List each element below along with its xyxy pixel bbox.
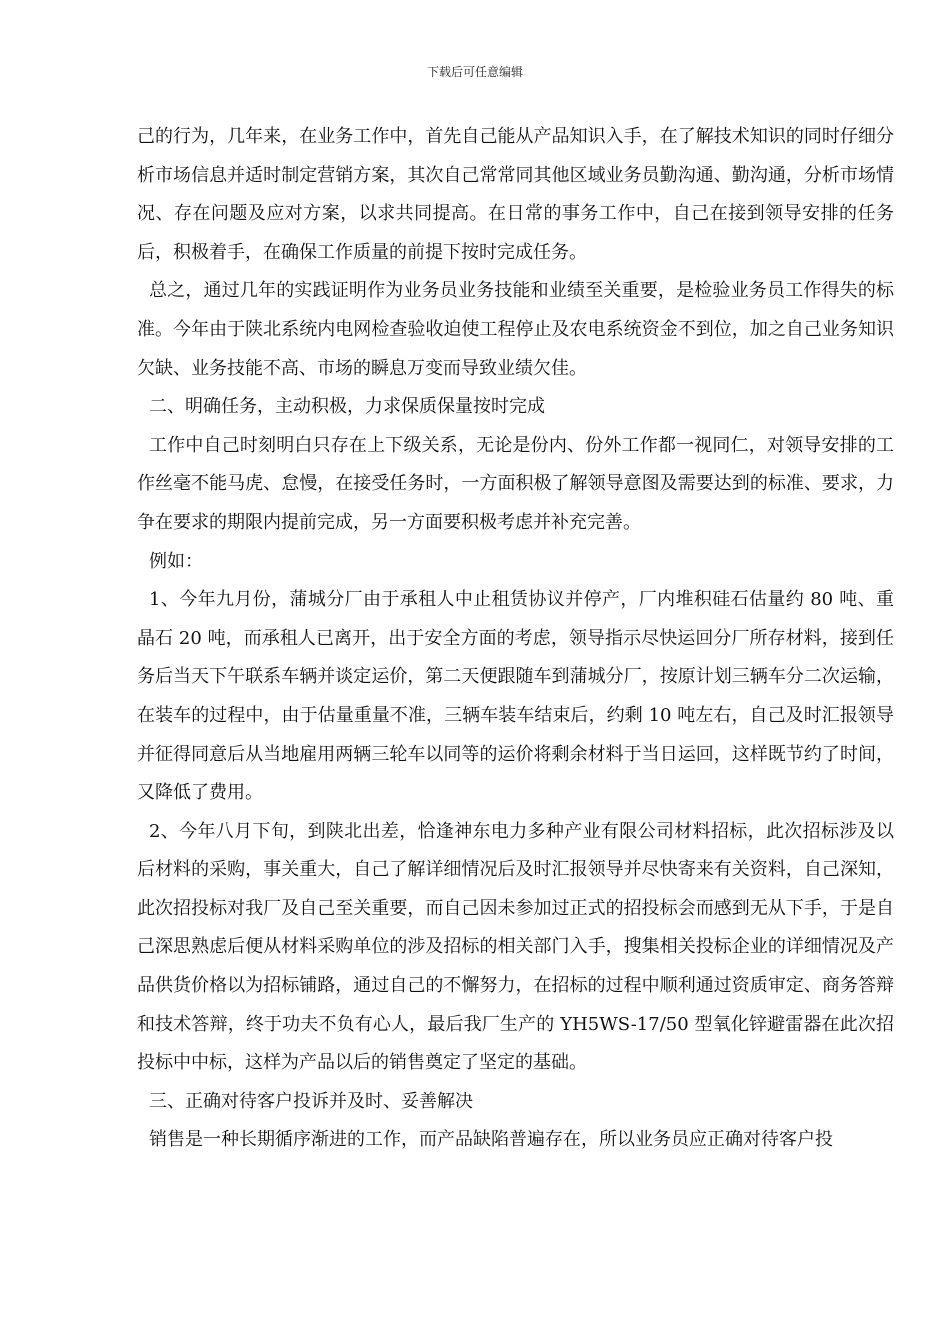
paragraph-example-1: 1、今年九月份，蒲城分厂由于承租人中止租赁协议并停产，厂内堆积硅石估量约 80 吨、重晶石 20 吨，而承租人已离开，出于安全方面的考虑，领导指示尽快运回分厂所存材料，接到任务后当天下午联系车辆并谈定运价，第二天便跟随车到蒲城分厂，按原计划三辆车分二次运输，在装车的过程中，由于估量重量不准，三辆车装车结束后，约剩 10 吨左右，自己及时汇报领导并征得同意后从当地雇用两辆三轮车以同等的运价将剩余材料于当日运回，这样既节约了时间，又降低了费用。 bbox=[137, 589, 894, 804]
document-body bbox=[137, 118, 894, 1160]
paragraph-example-2: 2、今年八月下旬，到陕北出差，恰逢神东电力多种产业有限公司材料招标，此次招标涉及以后材料的采购，事关重大，自己了解详细情况后及时汇报领导并尽快寄来有关资料，自己深知，此次招投标对我厂及自己至关重要，而自己因未参加过正式的招投标会而感到无从下手，于是自己深思熟虑后便从材料采购单位的涉及招标的相关部门入手，搜集相关投标企业的详细情况及产品供货价格以为招标铺路，通过自己的不懈努力，在招标的过程中顺利通过资质审定、商务答辩和技术答辩，终于功夫不负有心人，最后我厂生产的 YH5WS-17/50 型氧化锌避雷器在此次招投标中中标，这样为产品以后的销售奠定了坚定的基础。 bbox=[137, 820, 894, 1074]
paragraph-example-label: 例如： bbox=[149, 550, 203, 572]
section-heading-2: 二、明确任务，主动积极，力求保质保量按时完成 bbox=[149, 396, 545, 418]
paragraph-task-attitude: 工作中自己时刻明白只存在上下级关系，无论是份内、份外工作都一视同仁，对领导安排的工作丝毫不能马虎、怠慢，在接受任务时，一方面积极了解领导意图及需要达到的标准、要求，力争在要求的期限内提前完成，另一方面要积极考虑并补充完善。 bbox=[137, 434, 894, 533]
paragraph-work-conduct: 己的行为，几年来，在业务工作中，首先自己能从产品知识入手，在了解技术知识的同时仔细分析市场信息并适时制定营销方案，其次自己常常同其他区域业务员勤沟通、勤沟通，分析市场情况、存在问题及应对方案，以求共同提高。在日常的事务工作中，自己在接到领导安排的任务后，积极着手，在确保工作质量的前提下按时完成任务。 bbox=[137, 126, 894, 263]
page-header: 下载后可任意编辑 bbox=[426, 65, 523, 79]
section-heading-3: 三、正确对待客户投诉并及时、妥善解决 bbox=[149, 1090, 473, 1112]
paragraph-summary: 总之，通过几年的实践证明作为业务员业务技能和业绩至关重要，是检验业务员工作得失的标准。今年由于陕北系统内电网检查验收迫使工程停止及农电系统资金不到位，加之自己业务知识欠缺、业务技能不高、市场的瞬息万变而导致业绩欠佳。 bbox=[137, 280, 894, 379]
paragraph-complaints: 销售是一种长期循序渐进的工作，而产品缺陷普遍存在，所以业务员应正确对待客户投 bbox=[149, 1129, 833, 1151]
